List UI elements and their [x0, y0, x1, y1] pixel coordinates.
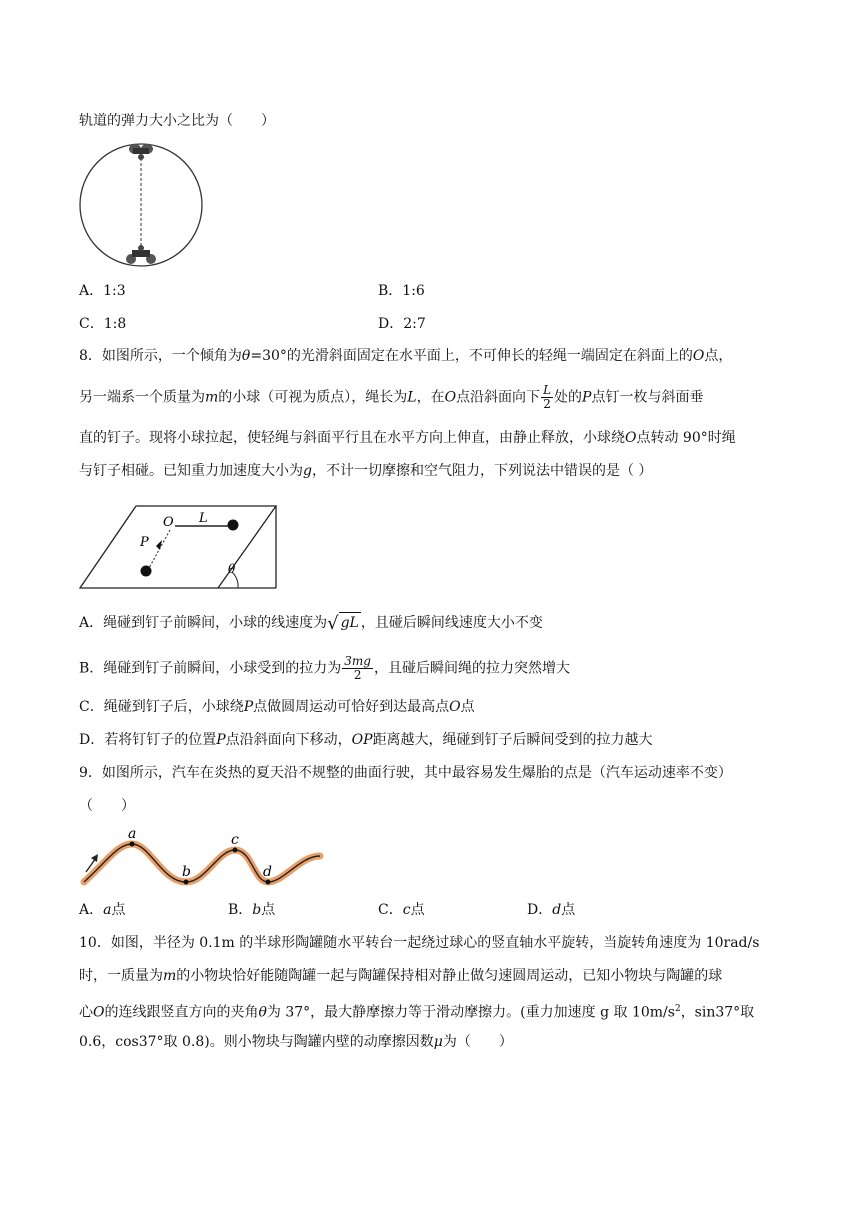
q8-option-a: A．绳碰到钉子前瞬间，小球的线速度为√ gL ，且碰后瞬间线速度大小不变: [79, 613, 543, 634]
svg-text:θ: θ: [228, 562, 236, 576]
q8-stem-line-4: 与钉子相碰。已知重力加速度大小为g，不计一切摩擦和空气阻力，下列说法中错误的是（ ）: [79, 463, 653, 479]
svg-text:L: L: [199, 511, 208, 526]
svg-text:O: O: [163, 515, 174, 530]
q7-option-a: A．1:3: [79, 283, 126, 299]
q9-option-c: C．c点: [378, 902, 425, 918]
q9-option-b: B．b点: [228, 902, 276, 918]
q8-option-c: C．绳碰到钉子后，小球绕P点做圆周运动可恰好到达最高点O点: [79, 699, 475, 715]
q10-stem-line-1: 10．如图，半径为 0.1m 的半球形陶罐随水平转台一起绕过球心的竖直轴水平旋转，当旋转角速度为 10rad/s: [79, 935, 760, 951]
q7-option-c: C．1:8: [79, 316, 127, 332]
q7-stem-tail: 轨道的弹力大小之比为（ ）: [79, 113, 275, 129]
q9-stem-line-1: 9．如图所示，汽车在炎热的夏天沿不规整的曲面行驶，其中最容易发生爆胎的点是（汽车运动速率不变）: [79, 765, 732, 781]
svg-text:a: a: [128, 826, 137, 842]
q8-stem-line-3: 直的钉子。现将小球拉起，使轻绳与斜面平行且在水平方向上伸直，由静止释放，小球绕O点转动 90°时绳: [79, 430, 736, 446]
q10-stem-line-3: 心O的连线跟竖直方向的夹角θ为 37°，最大静摩擦力等于滑动摩擦力。(重力加速度 g 取 $10m/s^2$，sin37°取: [79, 1004, 755, 1021]
q8-stem-line-1: 8．如图所示，一个倾角为θ=30°的光滑斜面固定在水平面上，不可伸长的轻绳一端固定在斜面上的O点，: [79, 348, 733, 364]
q7-option-d: D．2:7: [378, 316, 426, 332]
q8-option-b: B．绳碰到钉子前瞬间，小球受到的拉力为 $\frac{3mg}{2}$ ，且碰后瞬间绳的拉力突然增大: [79, 654, 570, 682]
q8-option-d: D．若将钉钉子的位置P点沿斜面向下移动，OP距离越大，绳碰到钉子后瞬间受到的拉力越大: [79, 732, 653, 748]
svg-text:d: d: [263, 864, 272, 880]
q9-option-a: A．a点: [79, 902, 126, 918]
svg-text:c: c: [231, 832, 239, 848]
q10-stem-line-4: 0.6，cos37°取 0.8)。则小物块与陶罐内壁的动摩擦因数μ为（ ）: [79, 1034, 513, 1050]
motorcycle-top-icon: [129, 144, 153, 160]
svg-text:P: P: [140, 535, 149, 550]
fraction-l-over-2: $\frac{L}{2}$: [543, 383, 552, 411]
q7-loop-track-figure: [78, 140, 206, 268]
q10-stem-line-2: 时，一质量为m的小物块恰好能随陶罐一起与陶罐保持相对静止做匀速圆周运动，已知小物块与陶罐的球: [79, 968, 723, 984]
motorcycle-bottom-icon: [126, 245, 156, 264]
q9-option-d: D．d点: [527, 902, 576, 918]
q8-incline-figure: [78, 500, 278, 592]
q8-stem-line-2: 另一端系一个质量为m的小球（可视为质点），绳长为L，在O点沿斜面向下 $\frac{L}{2}$ 处的P点钉一枚与斜面垂: [79, 383, 704, 411]
svg-text:b: b: [182, 864, 191, 880]
q9-stem-line-2: （ ）: [79, 798, 135, 814]
q9-road-curve-figure: [78, 820, 328, 890]
fraction-3mg-over-2: $\frac{3mg}{2}$: [344, 654, 371, 682]
q7-option-b: B．1:6: [378, 283, 425, 299]
